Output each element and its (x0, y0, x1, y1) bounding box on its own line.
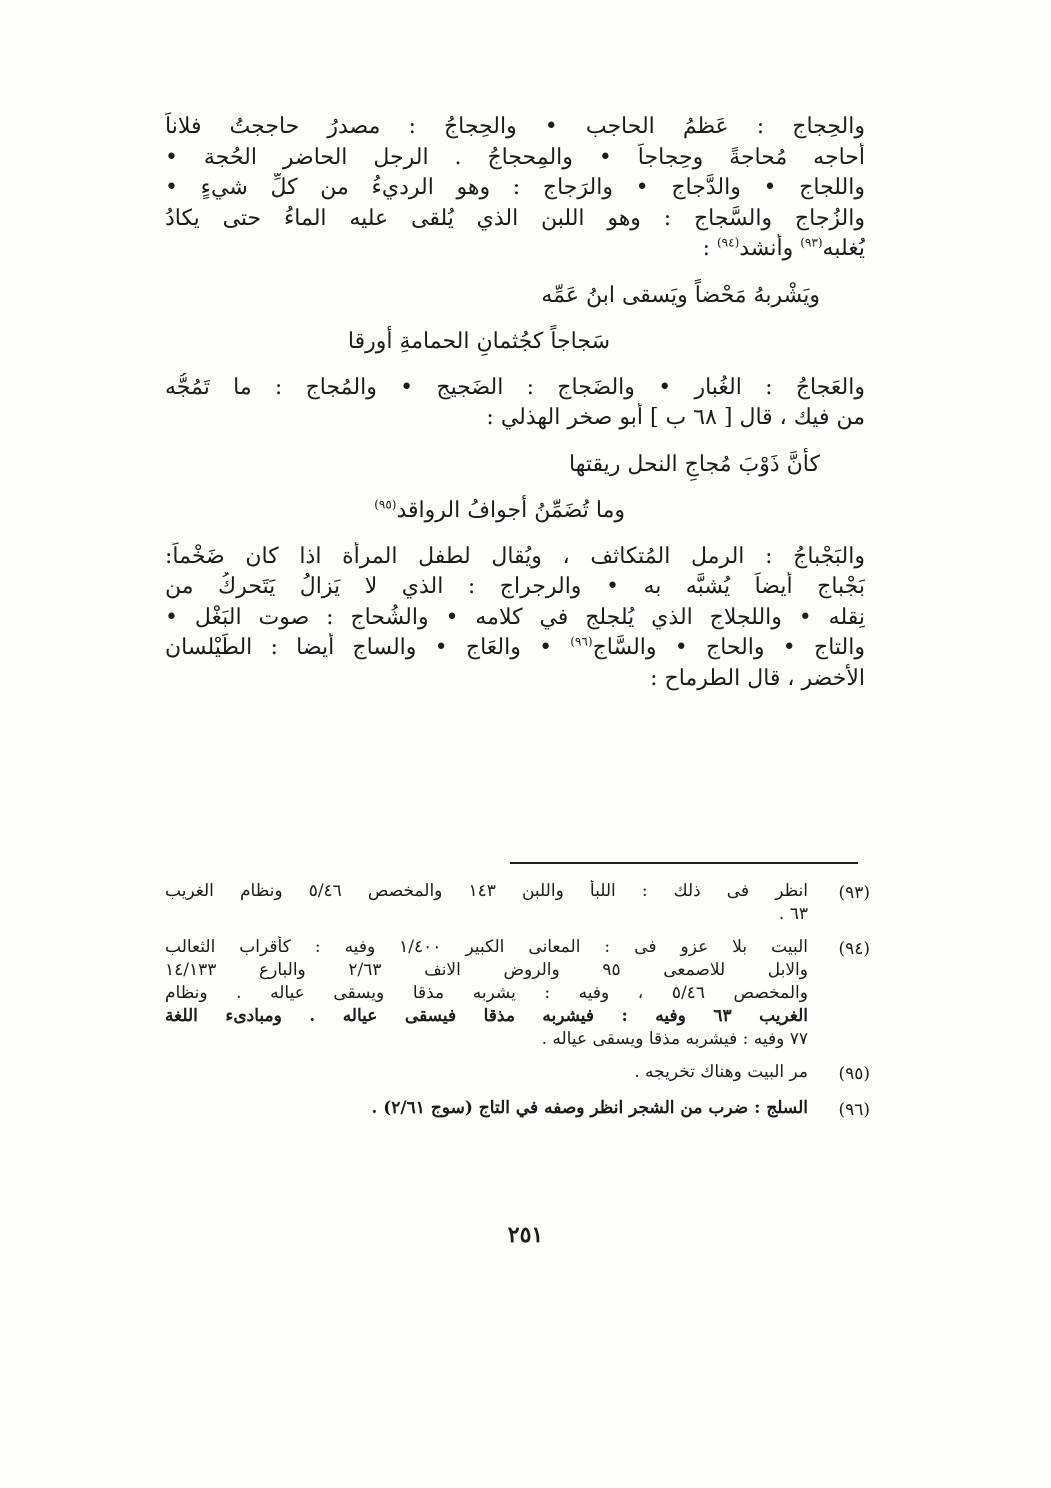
footnote-line: مر البيت وهناك تخريجه . (634, 1062, 808, 1082)
text-line-with-note: والتاج • والحاج • والسَّاج$^{(٩٦)}$ • والعَاج • والساج أيضا : الطَيْلسان (165, 634, 865, 660)
page-number: ٢٥١ (507, 1222, 544, 1248)
text-line: والحِجاج : عَظمُ الحاجب • والحِجاجُ : مصدرُ حاججتُ فلاناً (165, 114, 865, 139)
verse-hemistich: كأنَّ ذَوْبَ مُجاجِ النحل ريقتها (568, 451, 820, 477)
text-line: من فيك ، قال [ ٦٨ ب ] أبو صخر الهذلي : (486, 405, 865, 430)
verse-hemistich: ويَشْربهُ مَحْضاً ويَسقى ابنُ عَمِّه (541, 282, 820, 308)
text-line-with-notes: يُغلبه$^{(٩٣)}$ وأنشد$^{(٩٤)}$ : (702, 235, 865, 261)
footnote-separator (510, 862, 858, 864)
footnote (165, 880, 870, 926)
footnote-line: السلج : ضرب من الشجر انظر وصفه في التاج (سوج ٢/٦١) . (371, 1098, 808, 1118)
text-line: الأخضر ، قال الطرماح : (650, 665, 865, 691)
footnote-number: (٩٥) (838, 1064, 870, 1084)
verse-text: وما تُضَمِّنُ أجوافُ الرواقد (396, 497, 625, 523)
note-ref-95: (٩٥) (374, 497, 397, 512)
footnote-line: ٧٧ وفيه : فيشربه مذقا ويسقى عياله . (541, 1029, 808, 1049)
text-line: بَجْباج أيضاً يُشبَّه به • والرجراج : الذي لا يَزالُ يَتَحركُ من (165, 574, 865, 599)
verse-hemistich-with-note (165, 496, 865, 542)
verse-hemistich: سَجاجاً كجُثمانِ الحمامةِ أورقا (347, 328, 610, 354)
text-line: والزُجاج والسَّجاج : وهو اللبن الذي يُلقى عليه الماءُ حتى يكادُ (165, 205, 865, 231)
main-text (165, 112, 865, 694)
text-line: والعَجاجُ : الغُبار • والضَجاج : الضَجيج • والمُجاج : ما تَمُجُّه (165, 374, 865, 400)
footnote-line: الغريب ٦٣ وفيه : فيشربه مذقا فيسقى عياله . ومبادىء اللغة (165, 1006, 808, 1026)
text-line: واللجاج • والدَّجاج • والرَجاج : وهو الرديءُ من كلِّ شيءٍ • (165, 175, 865, 200)
footnote-number: (٩٦) (838, 1100, 870, 1120)
footnote-line: انظر فى ذلك : اللبأ واللبن ١٤٣ والمخصص ٥/٤٦ ونظام الغريب (165, 881, 808, 901)
footnote-line: والابل للاصمعى ٩٥ والروض الانف ٢/٦٣ والبارع ١٤/١٣٣ (165, 960, 808, 980)
footnote-line: والمخصص ٥/٤٦ ، وفيه : يشربه مذقا ويسقى عياله . ونظام (165, 983, 808, 1003)
footnote-number: (٩٣) (838, 883, 870, 903)
footnote-number: (٩٤) (838, 939, 870, 959)
footnote-line: البيت بلا عزو فى : المعانى الكبير ١/٤٠٠ وفيه : كأقراب الثعالب (165, 937, 808, 957)
footnote (165, 936, 870, 1051)
footnote (165, 1061, 870, 1087)
footnote-line: ٦٣ . (778, 904, 808, 924)
note-ref-94: (٩٤) (716, 235, 740, 250)
note-ref-96: (٩٦) (570, 634, 593, 649)
text-line: نِقله • واللجلاج الذي يُلجلج في كلامه • والشُحاج : صوت البَغْل • (165, 604, 865, 630)
text-line: أُحاجه مُحاجةً وحِجاجاً • والمِحجاجُ . الرجل الحاضر الحُجة • (165, 144, 865, 170)
footnote (165, 1097, 870, 1123)
note-ref-93: (٩٣) (800, 235, 823, 250)
text-line: والبَجْباجُ : الرمل المُتكاثف ، ويُقال لطفل المرأة اذا كان ضَخْماً: (165, 543, 865, 569)
footnotes (165, 880, 870, 1133)
